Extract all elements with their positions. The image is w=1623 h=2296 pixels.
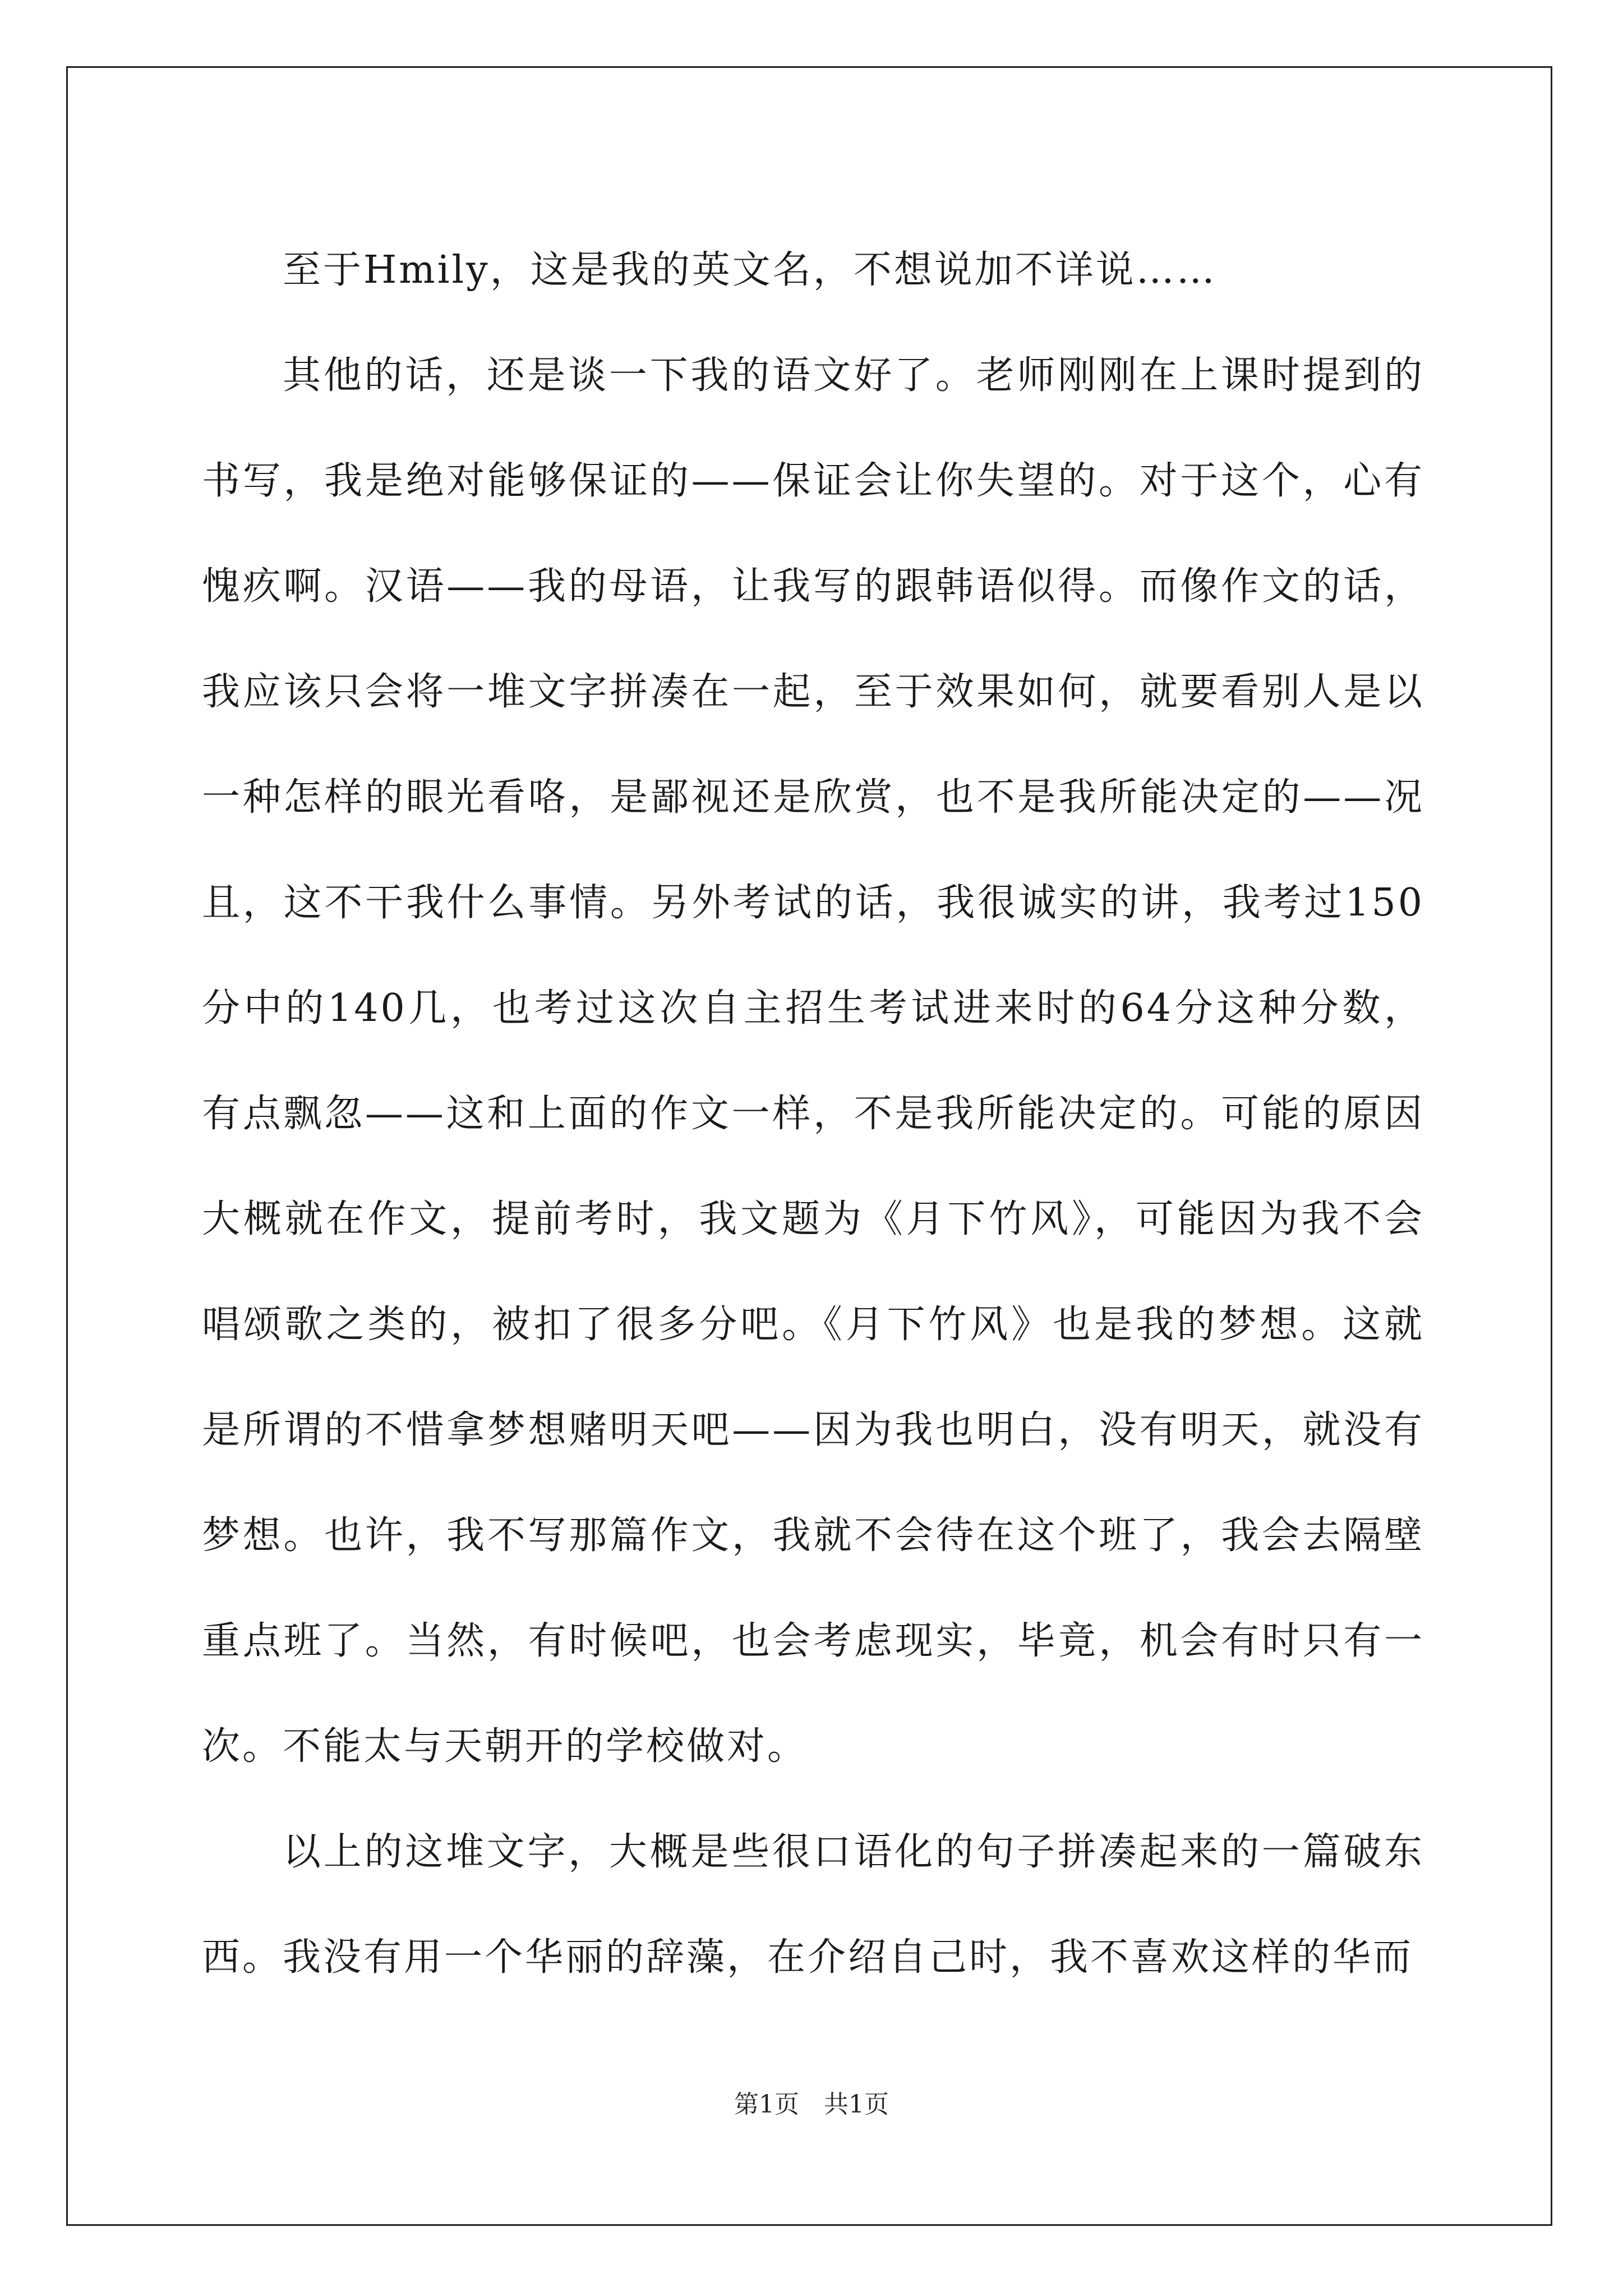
document-body <box>202 218 1424 2010</box>
paragraph-2: 其他的话，还是谈一下我的语文好了。老师刚刚在上课时提到的书写，我是绝对能够保证的——保证会让你失望的。对于这个，心有愧疚啊。汉语——我的母语，让我写的跟韩语似得。而像作文的话，我应该只会将一堆文字拼凑在一起，至于效果如何，就要看别人是以一种怎样的眼光看咯，是鄙视还是欣赏，也不是我所能决定的——况且，这不干我什么事情。另外考试的话，我很诚实的讲，我考过150分中的140几，也考过这次自主招生考试进来时的64分这种分数，有点飘忽——这和上面的作文一样，不是我所能决定的。可能的原因大概就在作文，提前考时，我文题为《月下竹风》，可能因为我不会唱颂歌之类的，被扣了很多分吧。《月下竹风》也是我的梦想。这就是所谓的不惜拿梦想赌明天吧——因为我也明白，没有明天，就没有梦想。也许，我不写那篇作文，我就不会待在这个班了，我会去隔壁重点班了。当然，有时候吧，也会考虑现实，毕竟，机会有时只有一次。不能太与天朝开的学校做对。 <box>202 353 1424 1769</box>
page-footer: 第1页 共1页 <box>734 2090 889 2119</box>
paragraph-3: 以上的这堆文字，大概是些很口语化的句子拼凑起来的一篇破东西。我没有用一个华丽的辞藻，在介绍自己时，我不喜欢这样的华而 <box>202 1830 1424 1980</box>
paragraph-1: 至于Hmily，这是我的英文名，不想说加不详说…… <box>283 248 1217 292</box>
